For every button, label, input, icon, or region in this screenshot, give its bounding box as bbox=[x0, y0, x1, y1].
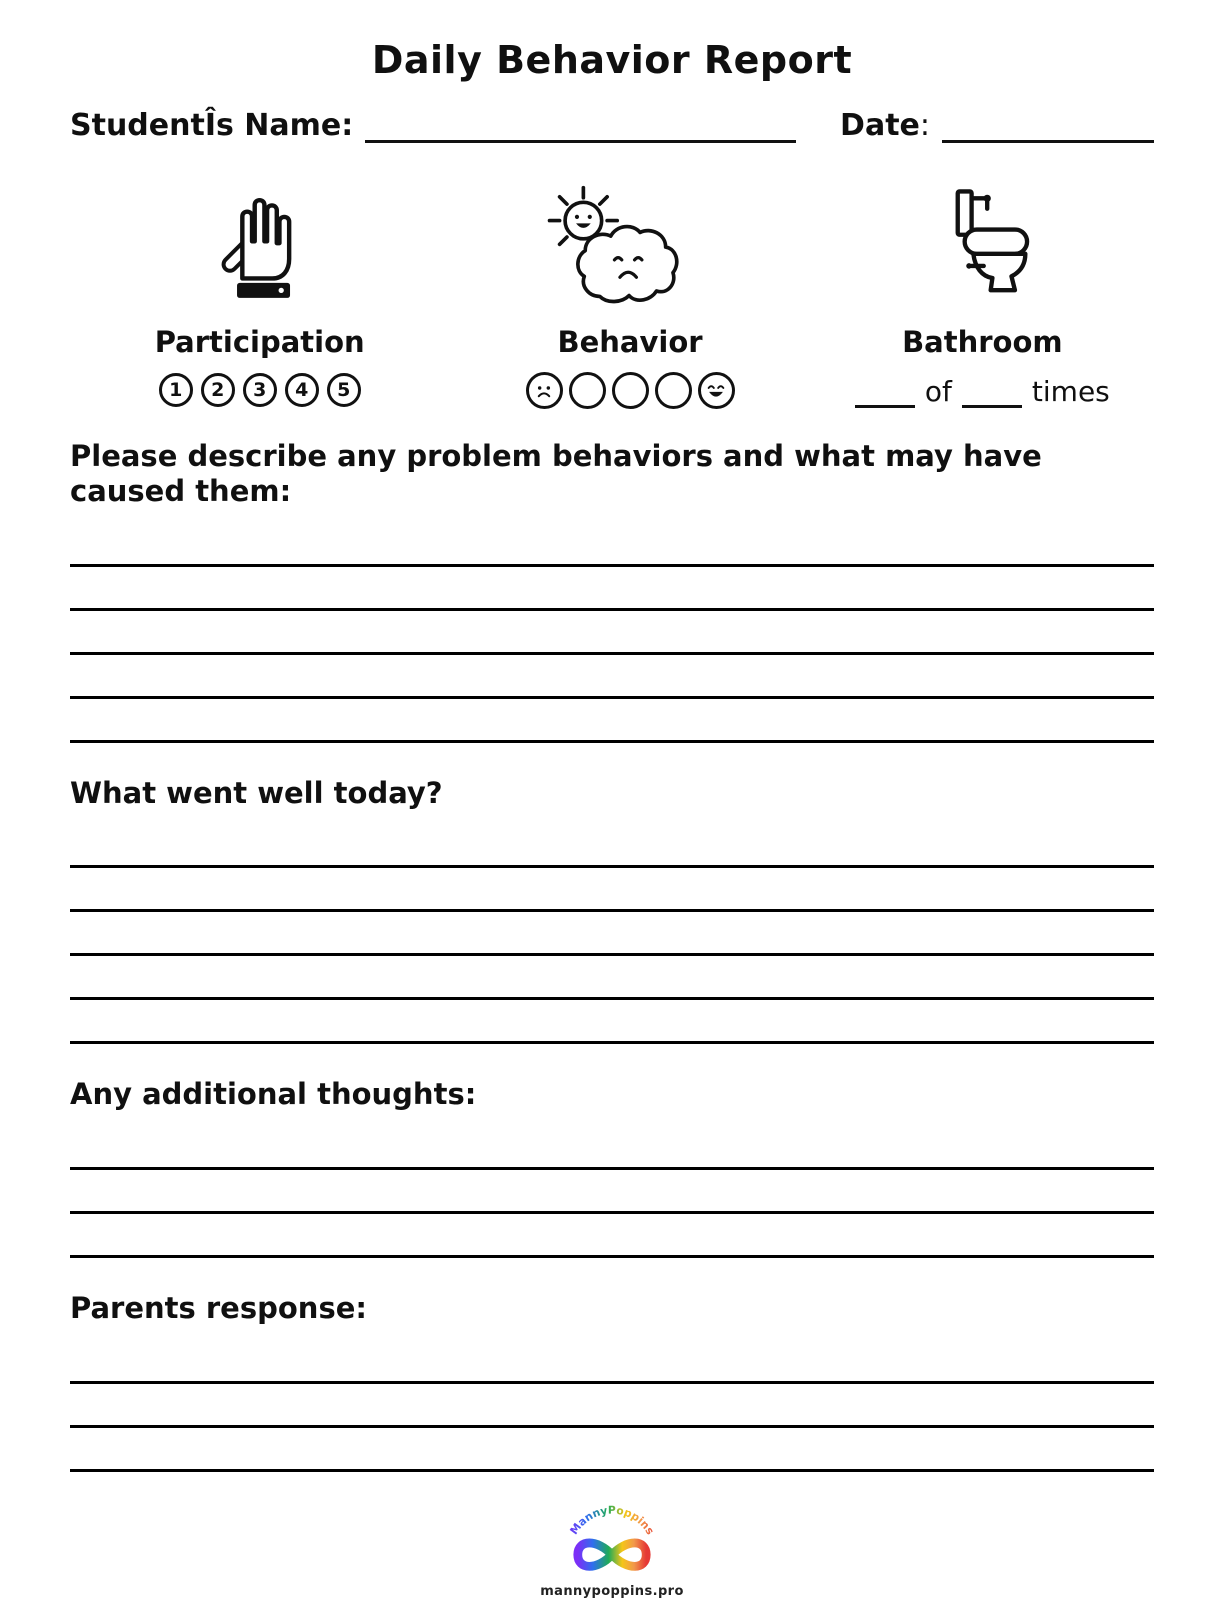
write-line[interactable] bbox=[70, 912, 1154, 956]
write-line[interactable] bbox=[70, 523, 1154, 567]
participation-rating-4[interactable]: 4 bbox=[285, 373, 319, 407]
write-line[interactable] bbox=[70, 699, 1154, 743]
logo-arc-text: MannyPoppins bbox=[567, 1503, 657, 1537]
participation-rating-scale bbox=[155, 373, 365, 407]
bathroom-total-line[interactable] bbox=[962, 378, 1022, 408]
participation-rating-2[interactable]: 2 bbox=[201, 373, 235, 407]
date-label: Date bbox=[840, 108, 920, 143]
sad-face-option[interactable] bbox=[526, 372, 563, 409]
behavior-option-2[interactable] bbox=[569, 372, 606, 409]
date-line[interactable] bbox=[942, 109, 1154, 143]
write-line[interactable] bbox=[70, 655, 1154, 699]
bathroom-times-row bbox=[855, 375, 1110, 408]
mannypoppins-logo-icon bbox=[553, 1498, 671, 1584]
footer-site-url: mannypoppins.pro bbox=[540, 1583, 684, 1599]
question-went-well-label: What went well today? bbox=[70, 775, 443, 810]
category-behavior bbox=[449, 167, 810, 409]
behavior-label: Behavior bbox=[557, 325, 703, 359]
sad-face-icon bbox=[531, 378, 557, 404]
write-line[interactable] bbox=[70, 956, 1154, 1000]
svg-text:MannyPoppins bbox=[567, 1504, 656, 1537]
participation-label: Participation bbox=[154, 325, 365, 359]
of-label: of bbox=[924, 375, 952, 408]
behavior-rating-scale bbox=[523, 372, 738, 409]
write-line[interactable] bbox=[70, 1214, 1154, 1258]
write-line[interactable] bbox=[70, 611, 1154, 655]
happy-face-option[interactable] bbox=[698, 372, 735, 409]
question-went-well bbox=[70, 743, 1154, 1045]
category-participation bbox=[70, 167, 449, 409]
participation-rating-1[interactable]: 1 bbox=[159, 373, 193, 407]
parents-response-answer-lines bbox=[70, 1340, 1154, 1472]
write-line[interactable] bbox=[70, 1340, 1154, 1384]
bathroom-label: Bathroom bbox=[902, 325, 1063, 359]
went-well-answer-lines bbox=[70, 824, 1154, 1044]
write-line[interactable] bbox=[70, 1170, 1154, 1214]
page-title: Daily Behavior Report bbox=[371, 38, 853, 82]
question-problem-behaviors bbox=[70, 409, 1154, 743]
student-name-label: StudentÎs Name: bbox=[70, 108, 354, 143]
name-date-row bbox=[70, 108, 1154, 143]
date-colon: : bbox=[919, 108, 930, 143]
bathroom-count-line[interactable] bbox=[855, 378, 915, 408]
write-line[interactable] bbox=[70, 1000, 1154, 1044]
problem-behaviors-answer-lines bbox=[70, 523, 1154, 743]
question-additional-thoughts-label: Any additional thoughts: bbox=[70, 1077, 477, 1112]
write-line[interactable] bbox=[70, 824, 1154, 868]
category-bathroom bbox=[811, 167, 1154, 409]
participation-rating-3[interactable]: 3 bbox=[243, 373, 277, 407]
write-line[interactable] bbox=[70, 868, 1154, 912]
question-parents-response-label: Parents response: bbox=[70, 1291, 367, 1326]
sun-behind-sad-cloud-icon bbox=[534, 167, 726, 317]
times-label: times bbox=[1031, 375, 1110, 408]
question-parents-response bbox=[70, 1258, 1154, 1472]
happy-face-icon bbox=[703, 378, 729, 404]
participation-rating-5[interactable]: 5 bbox=[327, 373, 361, 407]
raised-hand-icon bbox=[207, 167, 313, 317]
behavior-option-4[interactable] bbox=[655, 372, 692, 409]
footer bbox=[70, 1472, 1154, 1609]
additional-thoughts-answer-lines bbox=[70, 1126, 1154, 1258]
write-line[interactable] bbox=[70, 567, 1154, 611]
question-problem-behaviors-label: Please describe any problem behaviors and what may have caused them: bbox=[70, 439, 1042, 508]
question-additional-thoughts bbox=[70, 1044, 1154, 1258]
behavior-option-3[interactable] bbox=[612, 372, 649, 409]
write-line[interactable] bbox=[70, 1384, 1154, 1428]
write-line[interactable] bbox=[70, 1428, 1154, 1472]
toilet-icon bbox=[930, 167, 1034, 317]
write-line[interactable] bbox=[70, 1126, 1154, 1170]
student-name-line[interactable] bbox=[365, 109, 796, 143]
categories-row bbox=[70, 167, 1154, 409]
